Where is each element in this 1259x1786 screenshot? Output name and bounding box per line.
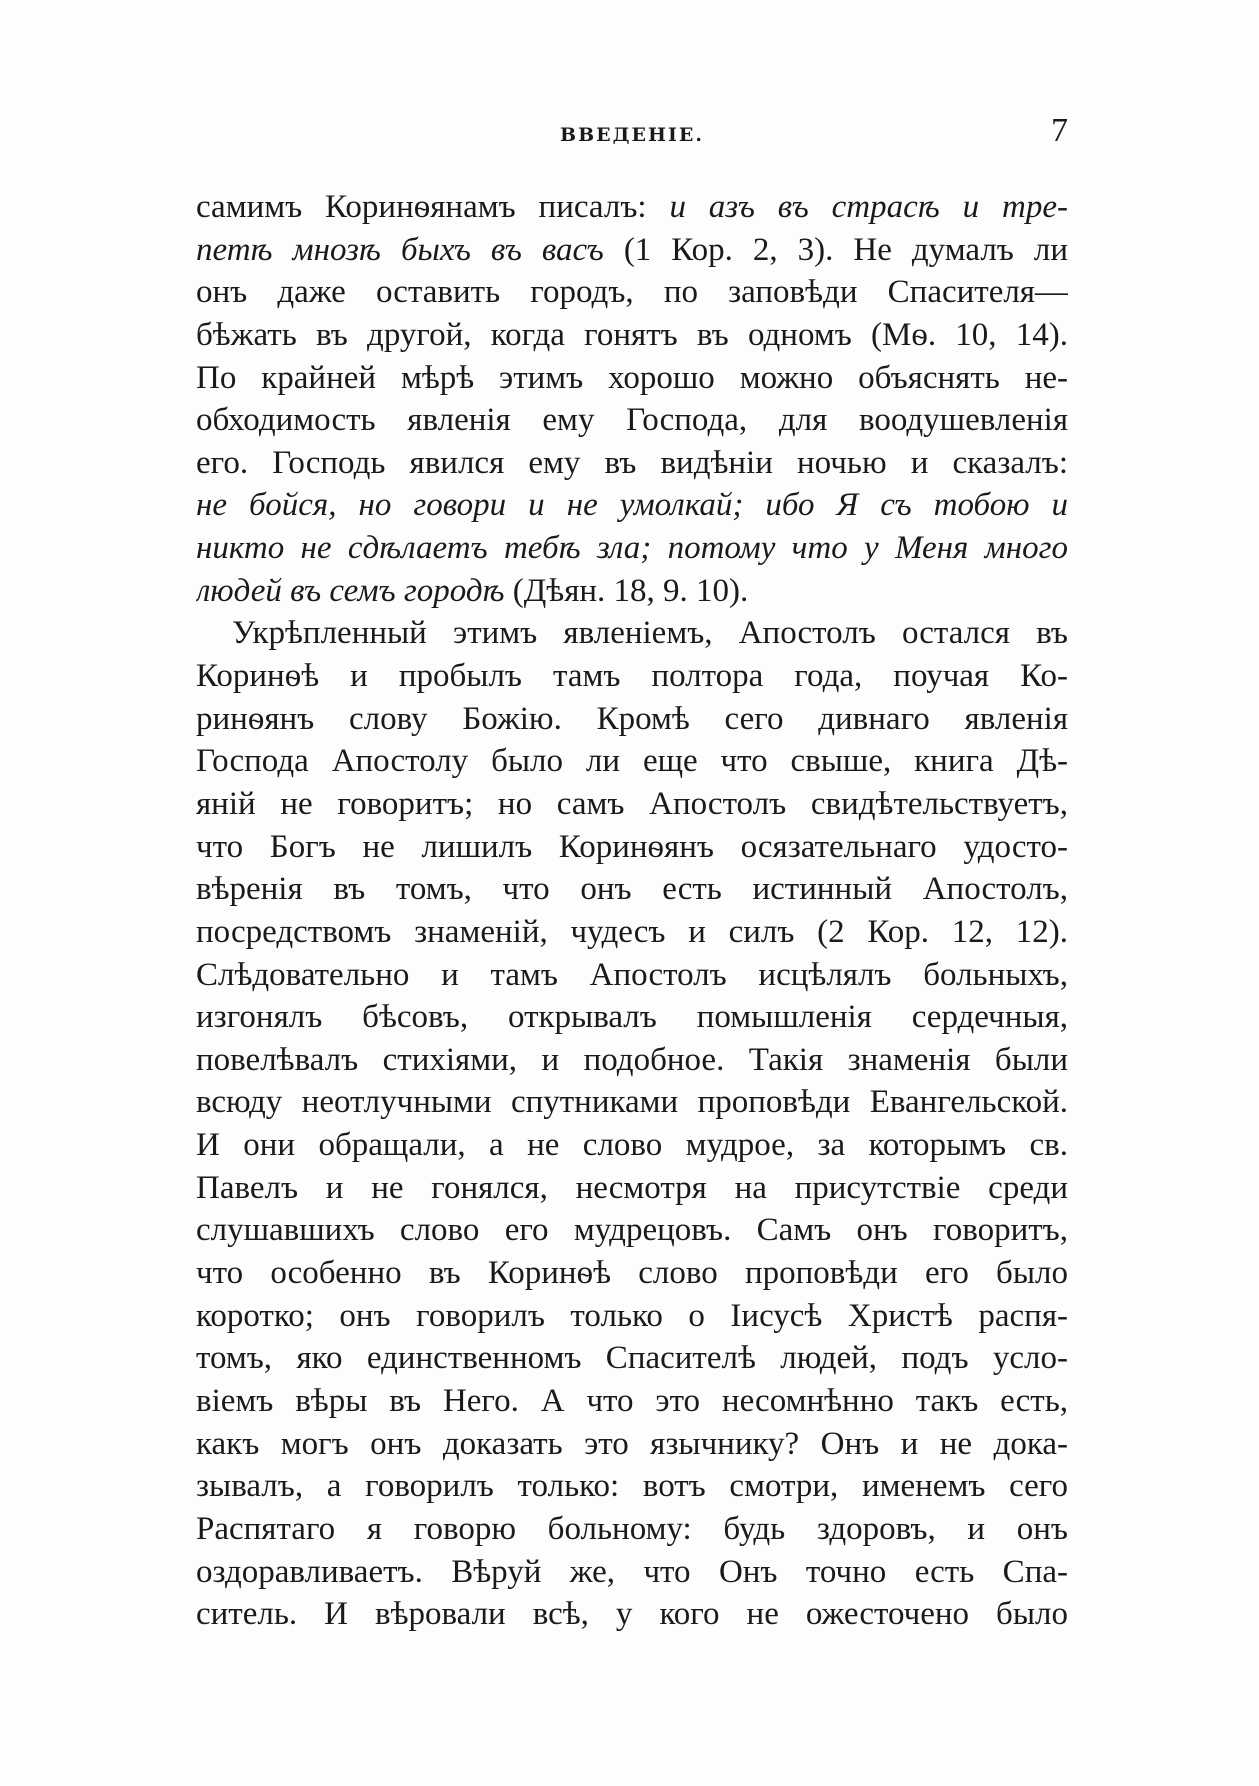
text-line: віемъ вѣры въ Него. А что это несомнѣнно такъ есть, xyxy=(196,1382,1068,1419)
text-line: томъ, яко единственномъ Спасителѣ людей, подъ усло- xyxy=(196,1340,1068,1377)
running-title: ВВЕДЕНІЕ. xyxy=(560,124,704,146)
text-line: ситель. И вѣровали всѣ, у кого не ожесточено было xyxy=(196,1596,1068,1633)
text-line: зывалъ, а говорилъ только: вотъ смотри, именемъ сего xyxy=(196,1468,1068,1505)
text-line: посредствомъ знаменій, чудесъ и силъ (2 Кор. 12, 12). xyxy=(196,913,1068,950)
text-line: петѣ мнозѣ быхъ въ васъ (1 Кор. 2, 3). Не думалъ ли xyxy=(196,231,1068,268)
text-line: повелѣвалъ стихіями, и подобное. Такія знаменія были xyxy=(196,1041,1068,1078)
text-line: Господа Апостолу было ли еще что свыше, книга Дѣ- xyxy=(196,743,1068,780)
text-line: яній не говоритъ; но самъ Апостолъ свидѣтельствуетъ, xyxy=(196,785,1068,822)
text-line: что особенно въ Коринѳѣ слово проповѣди его было xyxy=(196,1255,1068,1292)
text-line: Распятаго я говорю больному: будь здоровъ, и онъ xyxy=(196,1510,1068,1547)
text-line: что Богъ не лишилъ Коринѳянъ осязательнаго удосто- xyxy=(196,828,1068,865)
text-line: коротко; онъ говорилъ только о Іисусѣ Христѣ распя- xyxy=(196,1297,1068,1334)
text-line: его. Господь явился ему въ видѣніи ночью и сказалъ: xyxy=(196,444,1068,481)
body-text xyxy=(196,186,1068,1636)
text-line: изгонялъ бѣсовъ, открывалъ помышленія сердечныя, xyxy=(196,999,1068,1036)
text-line: И они обращали, а не слово мудрое, за которымъ св. xyxy=(196,1127,1068,1164)
text-line: слушавшихъ слово его мудрецовъ. Самъ онъ говоритъ, xyxy=(196,1212,1068,1249)
page-number: 7 xyxy=(1051,112,1068,149)
text-line: Слѣдовательно и тамъ Апостолъ исцѣлялъ больныхъ, xyxy=(196,956,1068,993)
text-line: оздоравливаетъ. Вѣруй же, что Онъ точно есть Спа- xyxy=(196,1553,1068,1590)
text-line: никто не сдѣлаетъ тебѣ зла; потому что у Меня много xyxy=(196,530,1068,567)
text-line: ринѳянъ слову Божію. Кромѣ сего дивнаго явленія xyxy=(196,700,1068,737)
text-line: обходимость явленія ему Господа, для воодушевленія xyxy=(196,402,1068,439)
text-line: бѣжать въ другой, когда гонятъ въ одномъ (Мѳ. 10, 14). xyxy=(196,316,1068,353)
text-line: людей въ семъ городѣ (Дѣян. 18, 9. 10). xyxy=(196,572,749,609)
text-line: Коринѳѣ и пробылъ тамъ полтора года, поучая Ко- xyxy=(196,658,1068,695)
text-line: По крайней мѣрѣ этимъ хорошо можно объяснять не- xyxy=(196,359,1068,396)
text-line: всюду неотлучными спутниками проповѣди Евангельской. xyxy=(196,1084,1068,1121)
text-line: Павелъ и не гонялся, несмотря на присутствіе среди xyxy=(196,1169,1068,1206)
text-line: вѣренія въ томъ, что онъ есть истинный Апостолъ, xyxy=(196,871,1068,908)
running-head xyxy=(196,112,1068,158)
text-line: не бойся, но говори и не умолкай; ибо Я съ тобою и xyxy=(196,487,1068,524)
text-line: Укрѣпленный этимъ явленіемъ, Апостолъ остался въ xyxy=(232,615,1068,652)
text-line: онъ даже оставить городъ, по заповѣди Спасителя— xyxy=(196,274,1068,311)
text-line: какъ могъ онъ доказать это язычнику? Онъ и не дока- xyxy=(196,1425,1068,1462)
text-line: самимъ Коринѳянамъ писалъ: и азъ въ страсѣ и тре- xyxy=(196,189,1068,225)
